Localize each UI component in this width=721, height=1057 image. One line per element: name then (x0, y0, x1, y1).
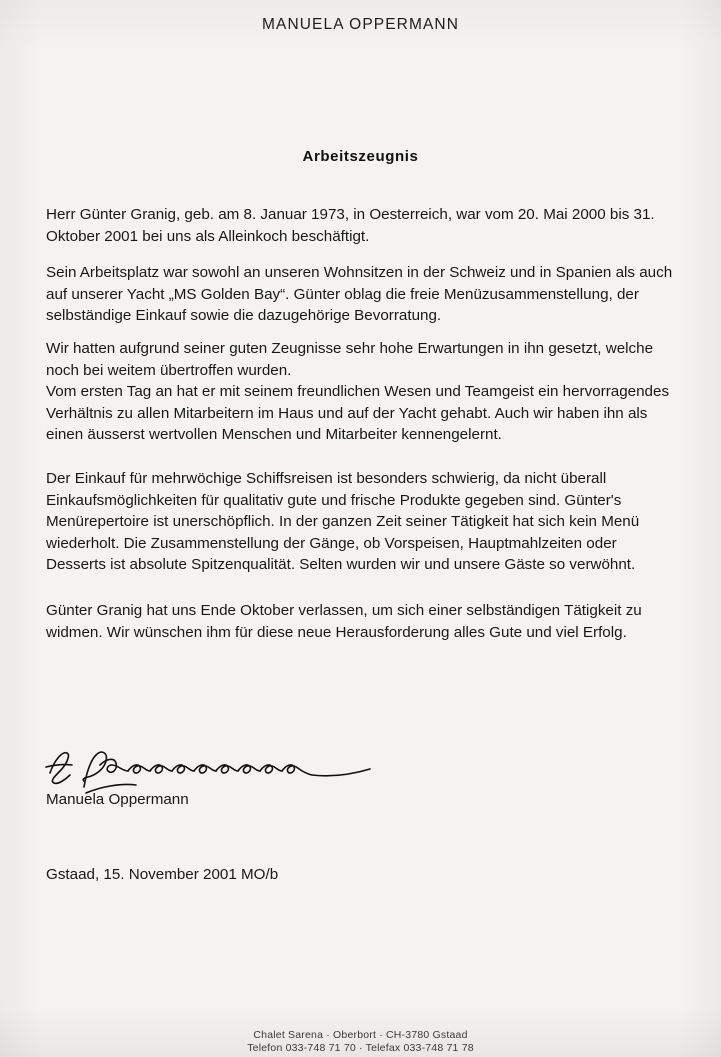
paragraph-4: Der Einkauf für mehrwöchige Schiffsreisen ist besonders schwierig, da nicht überall Einkaufsmöglichkeiten für qualitativ gute und frische Produkte gegeben sind. Günter's Menürepertoire ist unerschöpflich. In der ganzen Zeit seiner Tätigkeit hat sich kein Menü wiederholt. Die Zusammenstellung der Gänge, ob Vorspeisen, Hauptmahlzeiten oder Desserts ist absolute Spitzenqualität. Selten wurden wir und unsere Gäste so verwöhnt. (46, 470, 640, 574)
page-title: Arbeitszeugnis (302, 148, 419, 165)
place-and-date: Gstaad, 15. November 2001 MO/b (46, 866, 279, 883)
footer-contact: Telefon 033-748 71 70 · Telefax 033-748 71 78 (247, 1041, 474, 1054)
letterhead-name: MANUELA OPPERMANN (262, 16, 459, 33)
paragraph-1: Herr Günter Granig, geb. am 8. Januar 1973, in Oesterreich, war vom 20. Mai 2000 bis 31. Oktober 2001 bei uns als Alleinkoch beschäftigt. (46, 206, 655, 245)
footer-address: Chalet Sarena · Oberbort · CH-3780 Gstaad (253, 1028, 468, 1041)
paragraph-5: Günter Granig hat uns Ende Oktober verlassen, um sich einer selbständigen Tätigkeit zu widmen. Wir wünschen ihm für diese neue Herausforderung alles Gute und viel Erfolg. (46, 602, 642, 641)
paragraph-3: Wir hatten aufgrund seiner guten Zeugnisse sehr hohe Erwartungen in ihn gesetzt, welche noch bei weitem übertroffen wurden. Vom ersten Tag an hat er mit seinem freundlichen Wesen und Teamgeist ein hervorragendes Verhältnis zu allen Mitarbeitern im Haus und auf der Yacht gehabt. Auch wir haben ihn als einen äusserst wertvollen Menschen und Mitarbeiter kennengelernt. (46, 340, 670, 444)
footer (0, 1029, 721, 1055)
paragraph-2: Sein Arbeitsplatz war sowohl an unseren Wohnsitzen in der Schweiz und in Spanien als auch auf unserer Yacht „MS Golden Bay“. Günter oblag die freie Menüzusammenstellung, der selbständige Einkauf sowie die dazugehörige Bevorratung. (46, 264, 673, 325)
signature-name: Manuela Oppermann (46, 791, 189, 808)
